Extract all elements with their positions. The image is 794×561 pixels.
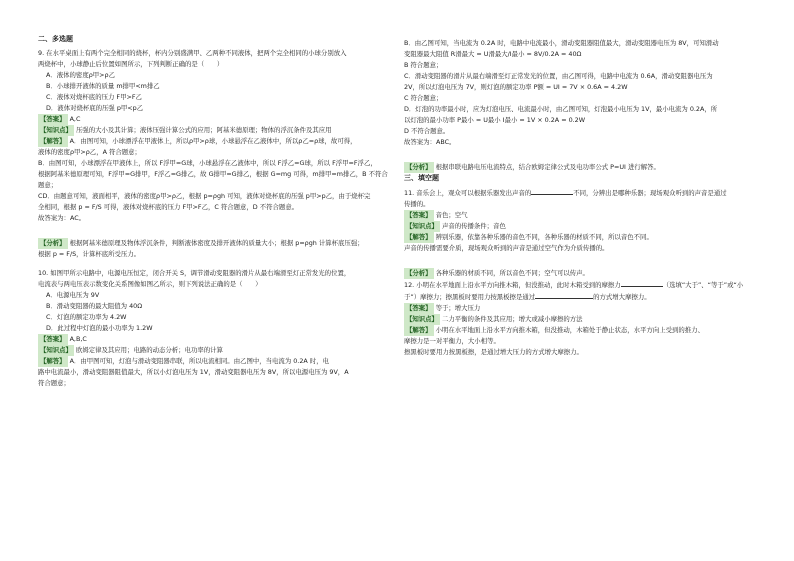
q12-stem-line-1 bbox=[404, 279, 756, 291]
answer-tag: 【答案】 bbox=[40, 115, 66, 123]
q12-stem-part-2: （选填“大于”、“等于”或“小 bbox=[662, 281, 744, 289]
q10-knowledge-text: 欧姆定律及其应用；电路的动态分析；电功率的计算 bbox=[75, 346, 223, 354]
q12-explain-text-1: 小明在水平地面上沿水平方向推木箱，但没推动，木箱处于静止状态，水平方向上受到的推力、 bbox=[435, 326, 704, 334]
q9-analysis-line-1 bbox=[38, 238, 390, 249]
explain-tag: 【解答】 bbox=[406, 233, 432, 241]
q9-explain-line-1 bbox=[38, 136, 390, 147]
q12-answer bbox=[404, 303, 756, 314]
q10-option-c: C．灯泡的额定功率为 4.2W bbox=[46, 313, 127, 321]
q9-explain-line-5: CD．由题意可知，液面相平，液体的密度ρ甲>ρ乙，根据 p=ρgh 可知，液体对烧杯底的压强 p甲>p乙，由于烧杯完 bbox=[38, 192, 371, 200]
q9-option-c: C．液体对烧杯底的压力 F甲>F乙 bbox=[46, 93, 142, 101]
q10-stem-line-2: 电流表与两电压表示数变化关系图像如图乙所示，则下列说法正确的是（ ） bbox=[38, 280, 262, 288]
q9-explain-line-7: 故答案为：AC。 bbox=[38, 214, 86, 222]
knowledge-tag: 【知识点】 bbox=[40, 126, 72, 134]
explain-tag: 【解答】 bbox=[40, 357, 66, 365]
q9-option-b: B．小球排开液体的质量 m排甲<m排乙 bbox=[46, 82, 160, 90]
q11-explain-line-1 bbox=[404, 232, 756, 243]
q10-option-b: B．滑动变阻器的最大阻值为 40Ω bbox=[46, 302, 143, 310]
q9-option-a: A．液体的密度ρ甲>ρ乙 bbox=[46, 71, 115, 79]
q11-analysis bbox=[404, 268, 756, 279]
q11-explain-line-2: 声音的传播需要介质，现场观众听到的声音是通过空气作为介质传播的。 bbox=[404, 244, 609, 252]
q10-explain-line-3: 符合题意； bbox=[38, 379, 70, 387]
q12-answer-value: 等于；增大压力 bbox=[435, 304, 481, 312]
q10-option-d: D．此过程中灯泡的最小功率为 1.2W bbox=[46, 324, 153, 332]
q11-answer bbox=[404, 210, 756, 221]
q10-knowledge-point bbox=[38, 345, 390, 356]
q12-stem-part-3: 于”）摩擦力；擦黑板时要用力按黑板擦是通过 bbox=[404, 293, 536, 301]
q10-explain-line-2: 路中电流最小，滑动变阻器阻值最大，所以小灯泡电压为 1V，滑动变阻器电压为 8V，所以电源电压为 9V，A bbox=[38, 368, 349, 376]
q10-cont-line-6: C 符合题意； bbox=[404, 94, 443, 102]
q12-explain-line-1 bbox=[404, 325, 756, 336]
q12-stem-part-4: 的方式增大摩擦力。 bbox=[593, 293, 651, 301]
q9-knowledge-text: 压强的大小及其计算；液体压强计算公式的应用；阿基米德原理；物体的浮沉条件及其应用 bbox=[75, 126, 332, 134]
q12-explain-line-3: 擦黑板时要用力按黑板擦，是通过增大压力的方式增大摩擦力。 bbox=[404, 348, 583, 356]
analysis-tag: 【分析】 bbox=[40, 239, 66, 247]
q10-cont-line-5: 2V，所以灯泡电压为 7V，则灯泡的额定功率 P额 = UI = 7V × 0.6A = 4.2W bbox=[404, 83, 628, 91]
q11-stem-part-2: 不同，分辨出是哪种乐器；现场观众听到的声音是通过 bbox=[573, 189, 727, 197]
q12-blank-2 bbox=[535, 291, 593, 299]
q9-answer-value: A,C bbox=[69, 115, 81, 123]
analysis-tag: 【分析】 bbox=[406, 269, 432, 277]
left-column bbox=[38, 34, 390, 389]
q11-analysis-text: 各种乐器的材质不同，所以音色不同；空气可以传声。 bbox=[435, 269, 589, 277]
q10-cont-line-4: C．滑动变阻器的滑片从最右端滑至灯正常发光的位置，由乙图可得，电路中电流为 0.6A，滑动变阻器电压为 bbox=[404, 72, 713, 80]
section-heading-multiple-choice: 二、多选题 bbox=[38, 35, 73, 43]
q9-explain-line-3: B．由图可知，小球漂浮在甲液体上，所以 F浮甲=G球，小球悬浮在乙液体中，所以 F浮乙=G球，所以 F浮甲=F浮乙， bbox=[38, 159, 377, 167]
q10-cont-line-10: 故答案为：ABC。 bbox=[404, 138, 456, 146]
q10-answer-value: A,B,C bbox=[69, 335, 87, 343]
q9-explain-line-4: 根据阿基米德原理可知，F浮甲=G排甲，F浮乙=G排乙，故 G排甲=G排乙，根据 G=mg 可得，m排甲=m排乙，B 不符合题意； bbox=[38, 170, 388, 189]
q11-stem-line-2: 传播的。 bbox=[404, 200, 430, 208]
q11-stem-part-1: 11. 音乐会上，观众可以根据乐器发出声音的 bbox=[404, 189, 532, 197]
q10-analysis bbox=[404, 162, 756, 173]
explain-tag: 【解答】 bbox=[40, 137, 66, 145]
q9-knowledge-point bbox=[38, 125, 390, 136]
q12-explain-line-2: 摩擦力是一对平衡力，大小相等。 bbox=[404, 337, 500, 345]
section-heading-fill-in: 三、填空题 bbox=[404, 174, 439, 182]
q10-stem-line-1: 10. 如图甲所示电路中，电源电压恒定，闭合开关 S，调节滑动变阻器的滑片从最右端滑至灯正常发光的位置， bbox=[38, 269, 351, 277]
q10-explain-text-1: A．由甲图可知，灯泡与滑动变阻器串联，所以电流相同。由乙图中，当电流为 0.2A 时，电 bbox=[69, 357, 329, 365]
q12-knowledge-point bbox=[404, 314, 756, 325]
q10-cont-line-8: 以灯泡的最小功率 P最小 = U最小 I最小 = 1V × 0.2A = 0.2W bbox=[404, 116, 586, 124]
q10-explain-line-1 bbox=[38, 356, 390, 367]
answer-tag: 【答案】 bbox=[406, 304, 432, 312]
q9-stem-line-1: 9. 在水平桌面上有两个完全相同的烧杯，杯内分别盛满甲、乙两种不同液体，把两个完全相同的小球分别放入 bbox=[38, 49, 347, 57]
knowledge-tag: 【知识点】 bbox=[40, 346, 72, 354]
q12-blank-1 bbox=[621, 279, 663, 287]
q9-explain-text-1: A．由图可知，小球漂浮在甲液体上，所以ρ甲>ρ球，小球悬浮在乙液体中，所以ρ乙=ρ球，故可得， bbox=[69, 137, 357, 145]
explain-tag: 【解答】 bbox=[406, 326, 432, 334]
q11-knowledge-text: 声音的传播条件；音色 bbox=[441, 222, 506, 230]
q9-analysis-line-2: 根据 p = F/S，计算杯底所受压力。 bbox=[38, 250, 141, 258]
q11-knowledge-point bbox=[404, 221, 756, 232]
q11-answer-value: 音色；空气 bbox=[435, 211, 468, 219]
q10-cont-line-9: D 不符合题意。 bbox=[404, 127, 450, 135]
q10-cont-line-7: D．灯泡的功率最小时，应为灯泡电压、电流最小时，由乙图可知，灯泡最小电压为 1V，最小电流为 0.2A，所 bbox=[404, 105, 718, 113]
q9-explain-line-2: 液体的密度ρ甲>ρ乙，A 符合题意； bbox=[38, 148, 141, 156]
answer-tag: 【答案】 bbox=[406, 211, 432, 219]
knowledge-tag: 【知识点】 bbox=[406, 222, 438, 230]
q9-option-d: D．液体对烧杯底的压强 p甲<p乙 bbox=[46, 104, 144, 112]
right-column bbox=[404, 38, 756, 358]
q11-stem-line-1 bbox=[404, 187, 756, 199]
q10-cont-line-2: 变阻器最大阻值 R滑最大 = U滑最大/I最小 = 8V/0.2A = 40Ω bbox=[404, 50, 582, 58]
q11-explain-text-1: 辨别乐器，依靠各种乐器的音色不同，各种乐器的材质不同，所以音色不同。 bbox=[435, 233, 653, 241]
q12-knowledge-text: 二力平衡的条件及其应用；增大或减小摩擦的方法 bbox=[441, 315, 583, 323]
answer-tag: 【答案】 bbox=[40, 335, 66, 343]
q12-stem-part-1: 12. 小明在水平地面上沿水平方向推木箱，但没推动，此时木箱受到的摩擦力 bbox=[404, 281, 621, 289]
q11-blank-1 bbox=[531, 187, 573, 195]
q10-cont-line-3: B 符合题意； bbox=[404, 61, 443, 69]
q10-option-a: A．电源电压为 9V bbox=[46, 291, 100, 299]
q9-explain-line-6: 全相同，根据 p = F/S 可得，液体对烧杯底的压力 F甲>F乙，C 符合题意，D 不符合题意。 bbox=[38, 203, 299, 211]
analysis-tag: 【分析】 bbox=[406, 163, 432, 171]
q10-analysis-text: 根据串联电路电压电流特点，结合欧姆定律公式及电功率公式 P=UI 进行解答。 bbox=[435, 163, 660, 171]
q10-cont-line-1: B．由乙图可知，当电流为 0.2A 时，电路中电流最小，滑动变阻器阻值最大，滑动变阻器电压为 8V，可知滑动 bbox=[404, 39, 719, 47]
knowledge-tag: 【知识点】 bbox=[406, 315, 438, 323]
q9-answer bbox=[38, 114, 390, 125]
q12-stem-line-2 bbox=[404, 291, 756, 303]
q9-stem-line-2: 两烧杯中，小球静止后位置如图所示，下列判断正确的是（ ） bbox=[38, 60, 224, 68]
q10-answer bbox=[38, 334, 390, 345]
q9-analysis-text-1: 根据阿基米德原理及物体浮沉条件，判断液体密度及排开液体的质量大小；根据 p=ρgh 计算杯底压强； bbox=[69, 239, 364, 247]
